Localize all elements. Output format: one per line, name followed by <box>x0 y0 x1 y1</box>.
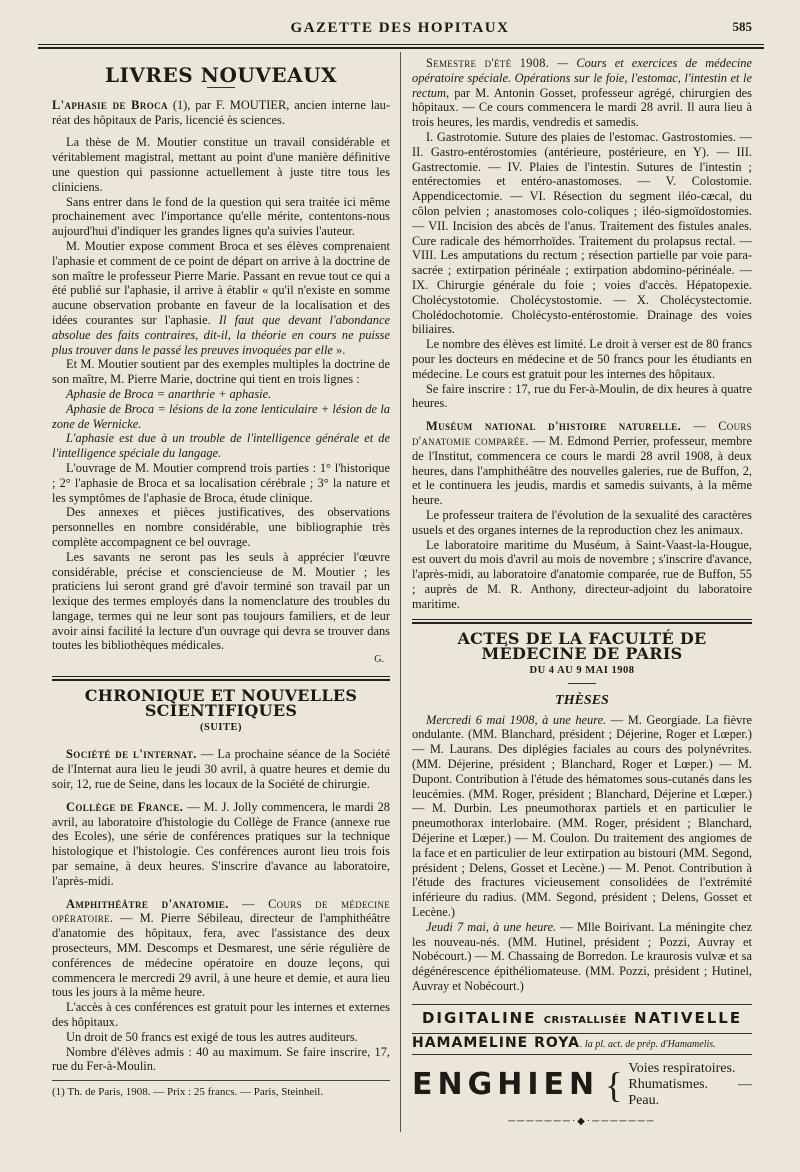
ad-text: HAMAMELINE ROYA <box>412 1034 580 1051</box>
ad-text: Voies respiratoires. <box>628 1061 736 1077</box>
ad-hamameline <box>412 1033 752 1056</box>
news-heading: Société de l'internat. <box>66 747 197 762</box>
news-course-title: — Cours et exercices de médecine opératoire spéciale. Opérations sur le foie, l'estomac, l'intestin et le rectum, <box>412 56 752 100</box>
news-paragraph: Se faire inscrire : 17, rue du Fer-à-Moulin, de dix heures à quatre heures. <box>412 381 752 411</box>
book-heading <box>52 98 390 128</box>
journal-title: GAZETTE DES HOPITAUX <box>290 20 510 36</box>
review-quote: Il faut que devant l'abondance absolue des faits contraires, dit-il, la théorie en cours ne puisse plus trouver dans le passé les preuves invoquées par elle <box>52 312 390 357</box>
right-column <box>412 56 752 1130</box>
review-paragraph: La thèse de M. Moutier constitue un travail considérable et véritablement magistral, mettant au point d'une manière définitive une question qui passionne actuellement à juste titre tous les cliniciens. <box>52 135 390 194</box>
ad-enghien <box>412 1061 752 1109</box>
header-rule <box>38 44 764 45</box>
news-text: — M. Edmond Perrier, professeur, membre de l'Institut, commencera ce cours le mardi 28 avril 1908, à deux heures, dans l'amphithéâtre des nouvelles galeries, rue de Buffon, 2, et le continuera les jeudis, mardis et samedis suivants, à la même heure. <box>412 433 752 508</box>
chronique-subtitle: (SUITE) <box>199 721 242 733</box>
ad-text: Rhumatismes. — Peau. <box>628 1077 752 1109</box>
news-text: — La prochaine séance de la Société de l'Internat aura lieu le jeudi 30 avril, à quatre heures et demie du soir, 12, rue de Seine, dans les locaux de la Société de chirurgie. <box>52 747 390 792</box>
book-title: L'aphasie de Broca <box>52 97 168 112</box>
section-rule-thick <box>412 622 752 624</box>
news-paragraph: Nombre d'élèves admis : 40 au maximum. Se faire inscrire, 17, rue du Fer-à-Moulin. <box>52 1044 390 1074</box>
review-text: ». <box>332 342 346 357</box>
review-paragraph: Les savants ne seront pas les seuls à apprécier l'œuvre considérable, précise et consciencieuse de M. Moutier ; les praticiens lui seront grand gré d'avoir terminé son travail par un lexique des termes employés dans la nomenclature des troubles du langage, termes qui ne leur sont pas toujours familiers, et de leur avoir ainsi facilité la lecture d'un ouvrage qui devra se trouver dans toutes les bibliothèques médicales. <box>52 549 390 653</box>
ad-text: . la pl. act. de prép. d'Hamamelis. <box>579 1038 716 1050</box>
doctrine-line: Aphasie de Broca = lésions de la zone lenticulaire + lésion de la zone de Wernicke. <box>52 401 390 431</box>
column-divider <box>400 52 401 1132</box>
news-heading: Muséum national d'histoire naturelle. <box>426 419 682 434</box>
news-paragraph: Le nombre des élèves est limité. Le droit à verser est de 80 francs pour les docteurs en médecine et de 50 francs pour les étudiants en médecine. Le cours est gratuit pour les internes des hôpitaux. <box>412 337 752 381</box>
news-paragraph: Le professeur traitera de l'évolution de la sexualité des caractères usuels et des organes internes de la reproduction chez les animaux. <box>412 507 752 537</box>
review-paragraph: Sans entrer dans le fond de la question qui sera traitée ici même prochainement avec l'importance qu'elle mérite, contentons-nous aujourd'hui d'indiquer les grandes lignes qu'a suivies l'auteur. <box>52 194 390 239</box>
news-text: par M. Antonin Gosset, professeur agrégé, chirurgien des hôpitaux. — Ce cours commencera le mardi 28 avril. Il aura lieu à trois heures, les mardis, vendredis et samedis. <box>412 85 752 130</box>
news-paragraph: L'accès à ces conférences est gratuit pour les internes et externes des hôpitaux. <box>52 1000 390 1030</box>
ad-text: CRISTALLISÉE <box>543 1014 627 1026</box>
news-heading: Semestre d'été 1908. <box>426 56 550 70</box>
ad-lines <box>628 1061 752 1109</box>
review-paragraph <box>52 239 390 357</box>
theses-list: — Mlle Boirivant. La méningite chez les nouveau-nés. (MM. Hutinel, président ; Pozzi, Auvray et Nobécourt.) — M. Chassaing de Borredon. Le kraurosis vulvæ et sa dégénérescence épithéliomateuse. (MM. Pozzi, président ; Hutinel, Auvray et Nobécourt.) <box>412 919 753 994</box>
advertisement-block <box>412 1004 752 1130</box>
chronique-title: CHRONIQUE ET NOUVELLES SCIENTIFIQUES <box>84 686 358 720</box>
page-number: 585 <box>732 19 752 34</box>
theses-list: — M. Georgiade. La fièvre ondulante. (MM. Blanchard, président ; Déjerine, Roger et Lœper.) — M. Laurans. Des diplégies faciales au cours des polynévrites. (MM. Déjerine, président ; Blanchard, Roger et Lœper.) — M. Dupont. Contribution à l'étude des hématomes sous-cutanés dans les leucémies. (MM. Roger, président ; Blanchard, Déjerine et Lœper.) — M. Durbin. Les pneumothorax partiels et en particulier le pneumothorax interlobaire. (MM. Roger, président ; Blanchard, Déjerine et Lœper.) — M. Coulon. Du traitement des angiomes de la face et en particulier de leur extirpation au bistouri (MM. Segond, président ; Delens, Gosset et Lecène.) — M. Penot. Contribution à l'étude des fractures vicieusement consolidées de l'extrémité inférieure du radius. (MM. Segond, président ; Delens, Gosset et Lecène.) <box>412 712 752 920</box>
news-paragraph: Un droit de 50 francs est exigé de tous les autres auditeurs. <box>66 1029 358 1044</box>
review-paragraph: Des annexes et pièces justificatives, des observations personnelles en nombre considérable, une bibliographie très complète accompagnent ce bel ouvrage. <box>52 505 390 549</box>
review-paragraph: L'ouvrage de M. Moutier comprend trois parties : 1° l'historique ; 2° l'aphasie de Broca et sa localisation cérébrale ; 3° la nature et les symptômes de l'aphasie de Broca, étude clinique. <box>52 460 390 505</box>
actes-dates: DU 4 AU 9 MAI 1908 <box>529 665 635 677</box>
news-item <box>412 56 752 130</box>
ad-text: ENGHIEN <box>412 1067 600 1102</box>
actes-title: ACTES DE LA FACULTÉ DE MÉDECINE DE PARIS <box>457 629 707 664</box>
ad-text: DIGITALINE <box>421 1008 537 1027</box>
theses-date: Jeudi 7 mai, à une heure. <box>426 919 557 934</box>
news-item <box>412 419 752 508</box>
news-subheading: — Cours de médecine opératoire. <box>52 896 390 926</box>
section-rule <box>412 619 752 620</box>
news-heading: Amphithéâtre d'anatomie. <box>66 896 229 911</box>
doctrine-line: L'aphasie est due à un trouble de l'intelligence générale et de l'intelligence spéciale du langage. <box>52 431 390 461</box>
theses-day <box>412 713 752 920</box>
news-heading: Collège de France. <box>66 799 184 814</box>
section-rule <box>52 676 390 677</box>
news-subheading: — Cours d'anatomie comparée. <box>412 419 752 448</box>
doctrine-line: Aphasie de Broca = anarthrie + aphasie. <box>66 386 272 401</box>
brace-glyph: { <box>605 1065 623 1106</box>
news-item <box>52 897 390 1001</box>
ornament-rule: ───────·◆·─────── <box>508 1116 656 1128</box>
book-author: (1), par F. MOUTIER, ancien interne lau-réat des hôpitaux de Paris, licencié ès sciences. <box>52 97 390 127</box>
header-rule-thick <box>38 47 764 49</box>
ad-text: NATIVELLE <box>634 1008 743 1027</box>
livres-title: LIVRES NOUVEAUX <box>104 63 338 87</box>
running-head <box>0 18 800 40</box>
news-text: — M. Pierre Sébileau, directeur de l'amphithéâtre d'anatomie des hôpitaux, fera, avec l'assistance des deux prosecteurs, MM. Descomps et Desmarest, une série régulière de conférences de médecine opératoire en douze leçons, qui commencera le mercredi 29 avril, à une heure et demie, et aura lieu tous les jours à la même heure. <box>52 911 390 1000</box>
ad-digitaline <box>412 1008 752 1029</box>
left-column <box>52 56 390 1100</box>
course-programme: I. Gastrotomie. Suture des plaies de l'estomac. Gastrostomies. — II. Gastro-entérostomies (antérieure, postérieure, en Y). — III. Gastrectomie. — IV. Plaies de l'intestin. Sutures de l'intestin ; entérectomies et entéro-anastomoses. — V. Colostomie. Appendicectomie. — VI. Résection du segment iléo-cæcal, du côlon pelvien ; anastomoses colo-coliques ; iléo-sigmoïdostomies. — VII. Incision des abcès de l'anus. Traitement des fistules anales. Cure radicale des hémorrhoïdes. Traitement du prolapsus rectal. — VIII. Les amputations du rectum ; résection partielle par voie para-sacrée ; extirpation périnéale ; extirpation abdomino-périnéale. — IX. Chirurgie générale du foie ; voies d'accès. Hépatopexie. Cholécystotomie. Cholécystostomie. — X. Cholécystectomie. Cholédochotomie. Cholécysto-entérostomie. Drainage des voies biliaires. <box>412 129 752 337</box>
title-rule <box>568 683 596 684</box>
theses-date: Mercredi 6 mai 1908, à une heure. <box>426 712 607 727</box>
review-paragraph: Et M. Moutier soutient par des exemples multiples la doctrine de son maître, M. Pierre Marie, doctrine qui tient en trois lignes : <box>52 357 390 387</box>
news-item <box>52 747 390 791</box>
news-text: — M. J. Jolly commencera, le mardi 28 avril, au laboratoire d'histologie du Collège de France (annexe rue des Ecoles), une série de conférences pratiques sur la technique histologique et l'histologie. Ces conférences auront lieu trois fois par semaine, à deux heures. S'inscrire d'avance au laboratoire, l'après-midi. <box>52 799 390 888</box>
review-signature: G. <box>374 654 384 666</box>
footnote: (1) Th. de Paris, 1908. — Prix : 25 francs. — Paris, Steinheil. <box>52 1080 390 1100</box>
theses-heading: THÈSES <box>555 692 609 708</box>
theses-day <box>412 920 752 994</box>
section-rule-thick <box>52 679 390 681</box>
review-text: M. Moutier expose comment Broca et ses élèves comprenaient l'aphasie et comment de ce point de départ on arrive à la doctrine de son maître le professeur Pierre Marie. Passant en revue tout ce qui a été publié sur l'aphasie, il arrive à établir « qu'il n'existe en somme aucune observation probante en faveur de la localisation et des idées courantes sur l'aphasie. <box>52 238 390 327</box>
news-item <box>52 800 390 889</box>
news-paragraph: Le laboratoire maritime du Muséum, à Saint-Vaast-la-Hougue, est ouvert du mois d'avril au mois de novembre ; s'inscrire d'avance, l'après-midi, au laboratoire d'anatomie comparée, rue de Buffon, 55 ; auprès de M. R. Anthony, directeur-adjoint du laboratoire maritime. <box>412 537 752 611</box>
